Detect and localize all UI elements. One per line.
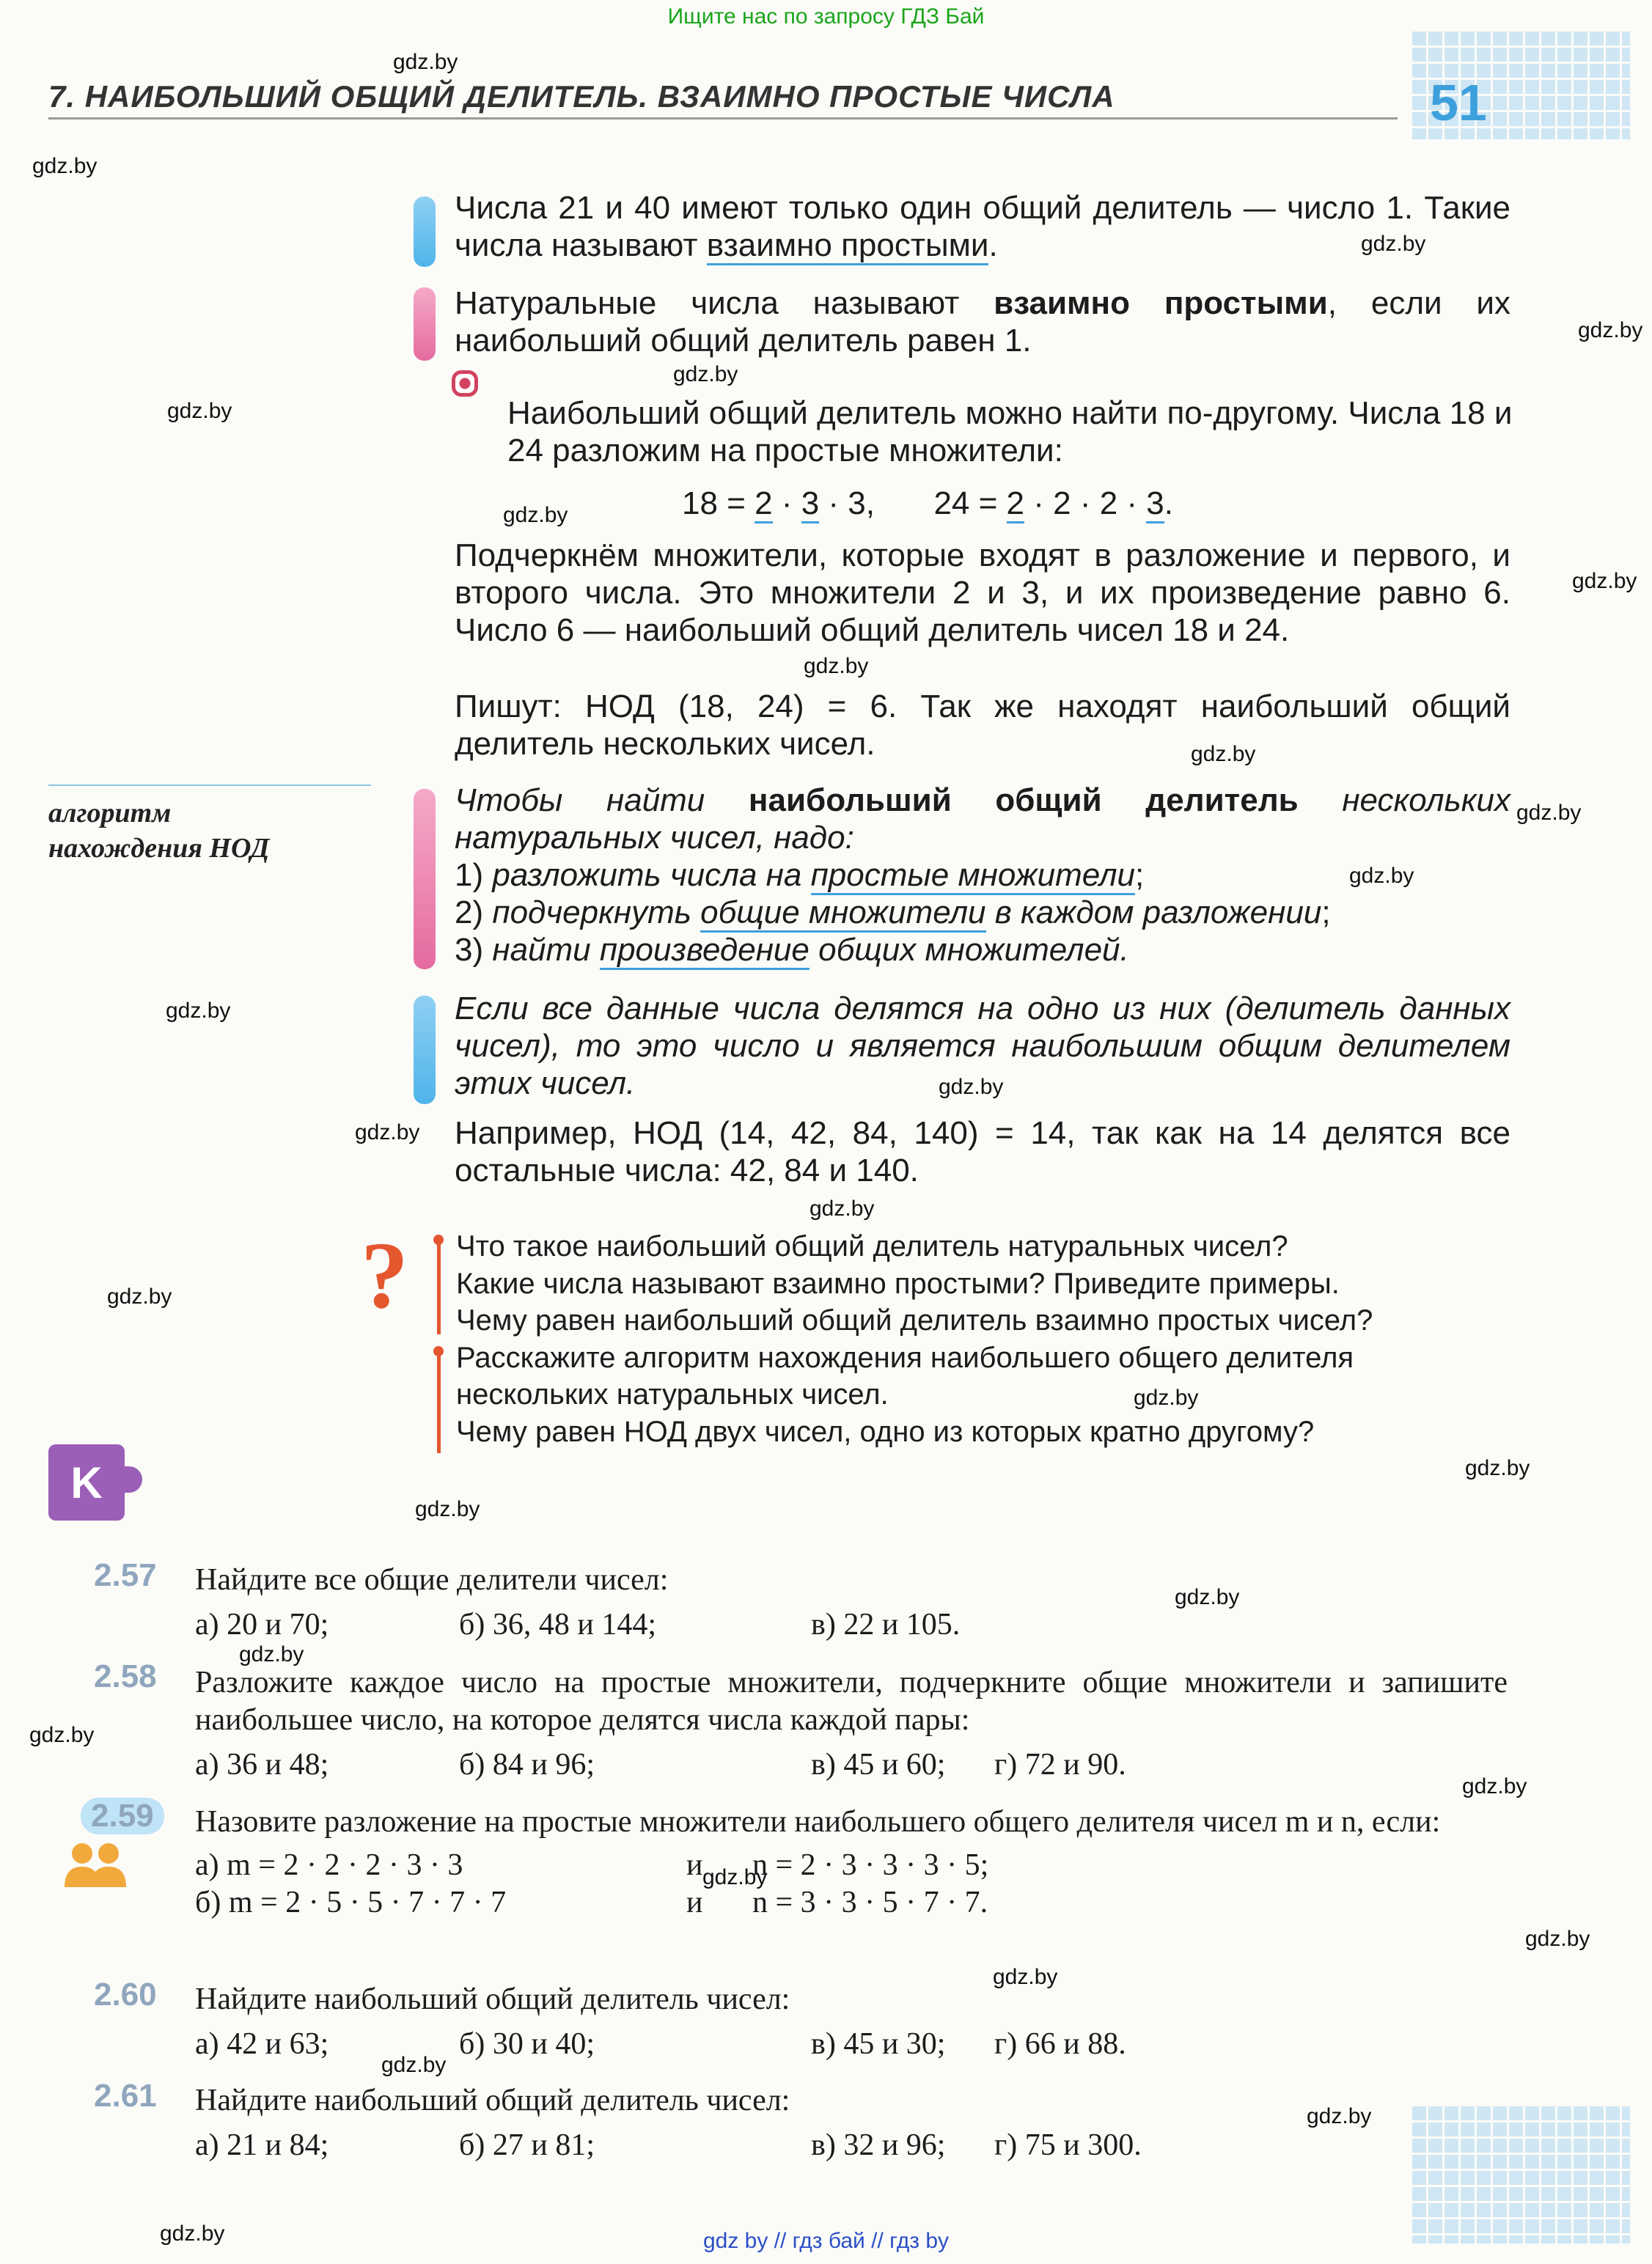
underlined-term: общие множители (700, 894, 985, 933)
exercise-item: г) 72 и 90. (994, 1748, 1126, 1782)
underlined-term: простые множители (811, 857, 1135, 895)
question-bar (437, 1350, 441, 1453)
alg-text: ; (1135, 857, 1145, 893)
watermark: gdz.by (1349, 864, 1414, 888)
eq-part: 24 = (933, 485, 1007, 521)
theory-text: Пишут: НОД (18, 24) = 6. Так же находят наибольший общий делитель нескольких чисел. (455, 688, 1510, 762)
alg-text: подчеркнуть (492, 894, 691, 930)
definition-bar-pink (414, 287, 436, 361)
alg-text: Чтобы найти (455, 782, 705, 818)
watermark: gdz.by (1516, 801, 1582, 825)
alg-text: разложить числа на (492, 857, 802, 893)
watermark: gdz.by (393, 50, 458, 74)
alg-text: нескольких натуральных чисел, надо: (455, 782, 1510, 856)
alg-text: в каждом разложении (994, 894, 1322, 930)
exercise-number: 2.58 (94, 1658, 157, 1694)
bottom-links[interactable]: gdz by // гдз бай // гдз by (702, 2229, 950, 2253)
watermark: gdz.by (993, 1965, 1058, 1989)
exercise-2-57 (195, 1562, 1508, 1644)
watermark: gdz.by (160, 2221, 225, 2246)
watermark: gdz.by (29, 1723, 95, 1747)
exercise-item: б) 27 и 81; (459, 2128, 595, 2162)
side-label (48, 795, 269, 866)
watermark: gdz.by (673, 362, 738, 386)
k-puzzle-tab (120, 1466, 142, 1493)
eq-part: · 2 · 2 · (1024, 485, 1147, 521)
theory-block-3 (507, 394, 1519, 469)
exercise-item: и (686, 1848, 703, 1882)
theory-text: , если их наибольший общий делитель равен 1. (455, 285, 1510, 359)
exercise-2-61 (195, 2082, 1508, 2164)
alg-step-num: 2) (455, 894, 484, 930)
exercise-number: 2.60 (94, 1977, 157, 2013)
watermark: gdz.by (1572, 569, 1637, 593)
exercise-item: в) 32 и 96; (811, 2128, 946, 2162)
watermark: gdz.by (810, 1197, 875, 1221)
theory-block-1: Числа 21 и 40 имеют только один общий делитель — число 1. Такие числа называют взаимно простыми. (455, 189, 1510, 264)
theory-block-4 (455, 537, 1510, 649)
question-bar-dot (433, 1235, 444, 1245)
factorization-line (682, 485, 1173, 522)
side-label-line: нахождения НОД (48, 833, 270, 864)
watermark: gdz.by (415, 1497, 480, 1521)
theory-block-5 (455, 688, 1510, 762)
bold-term: наибольший общий делитель (748, 782, 1299, 818)
exercise-item: б) m = 2 · 5 · 5 · 7 · 7 · 7 (195, 1886, 507, 1919)
exercise-item: а) 42 и 63; (195, 2027, 329, 2061)
exercise-item: в) 45 и 60; (811, 1748, 946, 1782)
underlined-term: произведение (600, 932, 810, 970)
exercise-item: n = 3 · 3 · 5 · 7 · 7. (752, 1886, 988, 1919)
exercise-text: Найдите наибольший общий делитель чисел: (195, 1982, 790, 2016)
page-title: 7. НАИБОЛЬШИЙ ОБЩИЙ ДЕЛИТЕЛЬ. ВЗАИМНО ПРОСТЫЕ ЧИСЛА (48, 79, 1115, 114)
alg-text: общих множителей. (818, 932, 1129, 968)
example-block (455, 1114, 1510, 1189)
question-item: Какие числа называют взаимно простыми? Приведите примеры. (456, 1267, 1340, 1300)
theory-text: Числа 21 и 40 имеют только один общий делитель — число 1. Такие числа называют (455, 190, 1510, 263)
watermark: gdz.by (1462, 1774, 1527, 1798)
pair-work-icon (59, 1840, 132, 1892)
underlined-term: взаимно простыми (707, 227, 989, 265)
exercise-item: а) 36 и 48; (195, 1748, 329, 1782)
exercise-number-highlighted: 2.59 (81, 1798, 164, 1834)
review-questions (456, 1228, 1512, 1450)
exercise-item: г) 66 и 88. (994, 2027, 1126, 2061)
exercise-item: г) 75 и 300. (994, 2128, 1142, 2162)
watermark: gdz.by (804, 654, 869, 678)
exercise-text: Найдите все общие делители чисел: (195, 1563, 669, 1597)
watermark: gdz.by (32, 154, 98, 178)
watermark: gdz.by (1578, 318, 1643, 342)
watermark: gdz.by (702, 1865, 768, 1889)
watermark: gdz.by (1175, 1585, 1240, 1609)
question-mark-icon: ? (361, 1223, 408, 1328)
exercise-item: и (686, 1886, 703, 1919)
top-search-link[interactable]: Ищите нас по запросу ГДЗ Бай (667, 4, 985, 29)
watermark: gdz.by (107, 1284, 172, 1309)
exercise-item: б) 30 и 40; (459, 2027, 595, 2061)
eq-part: . (1164, 485, 1173, 521)
watermark: gdz.by (239, 1642, 304, 1666)
alg-text: ; (1321, 894, 1331, 930)
side-label-line: алгоритм (48, 798, 172, 828)
watermark: gdz.by (1361, 232, 1426, 256)
watermark: gdz.by (355, 1120, 420, 1144)
theory-text: Подчеркнём множители, которые входят в разложение и первого, и второго числа. Это множители 2 и 3, и их произведение равно 6. Число 6 — наибольший общий делитель чисел 18 и 24. (455, 537, 1510, 648)
eq-underlined: 3 (801, 485, 819, 523)
alg-step-num: 1) (455, 857, 484, 893)
theory-text: Например, НОД (14, 42, 84, 140) = 14, так как на 14 делятся все остальные числа: 42, 84 и 140. (455, 1115, 1510, 1188)
exercise-2-60 (195, 1981, 1508, 2063)
exercise-item: в) 22 и 105. (811, 1608, 961, 1642)
eq-part: · (772, 485, 801, 521)
exercise-2-58 (195, 1664, 1508, 1784)
exercise-text: Разложите каждое число на простые множители, подчеркните общие множители и запишите наибольшее число, на которое делятся числа каждой пары: (195, 1666, 1508, 1737)
page-number: 51 (1430, 74, 1487, 131)
question-item: Что такое наибольший общий делитель натуральных чисел? (456, 1230, 1288, 1263)
exercise-item: а) m = 2 · 2 · 2 · 3 · 3 (195, 1848, 463, 1882)
exercise-item: в) 45 и 30; (811, 2027, 946, 2061)
exercise-number: 2.61 (94, 2078, 157, 2114)
info-bar-blue (414, 996, 436, 1104)
theory-text: Если все данные числа делятся на одно из них (делитель данных чисел), то это число и является наибольшим общим делителем этих чисел. (455, 991, 1510, 1101)
watermark: gdz.by (166, 999, 231, 1023)
watermark: gdz.by (503, 503, 568, 527)
exercise-item: n = 2 · 3 · 3 · 3 · 5; (752, 1848, 989, 1882)
exercise-item: б) 36, 48 и 144; (459, 1608, 657, 1642)
watermark: gdz.by (1134, 1386, 1199, 1410)
exercise-text: Найдите наибольший общий делитель чисел: (195, 2084, 790, 2117)
eq-part: 18 = (682, 485, 755, 521)
exercise-text: Назовите разложение на простые множители наибольшего общего делителя чисел m и n, если: (195, 1805, 1441, 1839)
watermark: gdz.by (1525, 1927, 1590, 1951)
question-item: Чему равен НОД двух чисел, одно из которых кратно другому? (456, 1415, 1315, 1448)
alg-text: найти (492, 932, 591, 968)
question-bar (437, 1239, 441, 1334)
theory-text: Натуральные числа называют (455, 285, 960, 321)
watermark: gdz.by (1191, 742, 1256, 766)
theory-text: Наибольший общий делитель можно найти по-другому. Числа 18 и 24 разложим на простые множители: (507, 395, 1513, 468)
question-item: Расскажите алгоритм нахождения наибольшего общего делителя нескольких натуральных чисел. (456, 1341, 1354, 1411)
k-puzzle-icon: K (48, 1444, 125, 1521)
eq-underlined: 2 (755, 485, 772, 523)
definition-block (455, 284, 1510, 359)
algorithm-bar-pink (414, 789, 436, 969)
info-block-italic (455, 990, 1510, 1102)
exercise-item: а) 21 и 84; (195, 2128, 329, 2162)
eq-underlined: 2 (1007, 485, 1024, 523)
eq-underlined: 3 (1146, 485, 1164, 523)
header-divider (48, 117, 1398, 120)
watermark: gdz.by (939, 1075, 1004, 1099)
exercise-number: 2.57 (94, 1557, 157, 1593)
alg-step-num: 3) (455, 932, 484, 968)
side-divider (48, 784, 371, 786)
eq-part: · 3, (819, 485, 875, 521)
question-item: Чему равен наибольший общий делитель взаимно простых чисел? (456, 1304, 1373, 1337)
watermark: gdz.by (167, 399, 232, 423)
exercise-item: б) 84 и 96; (459, 1748, 595, 1782)
watermark: gdz.by (381, 2053, 447, 2077)
record-icon (452, 370, 478, 397)
info-bar-blue (414, 196, 436, 267)
algorithm-block (455, 782, 1510, 969)
bold-term: взаимно простыми (994, 285, 1328, 321)
watermark: gdz.by (1465, 1456, 1530, 1480)
question-bar-dot (433, 1346, 444, 1356)
exercise-2-59 (195, 1804, 1508, 1922)
exercise-item: а) 20 и 70; (195, 1608, 329, 1642)
watermark: gdz.by (1307, 2104, 1372, 2128)
